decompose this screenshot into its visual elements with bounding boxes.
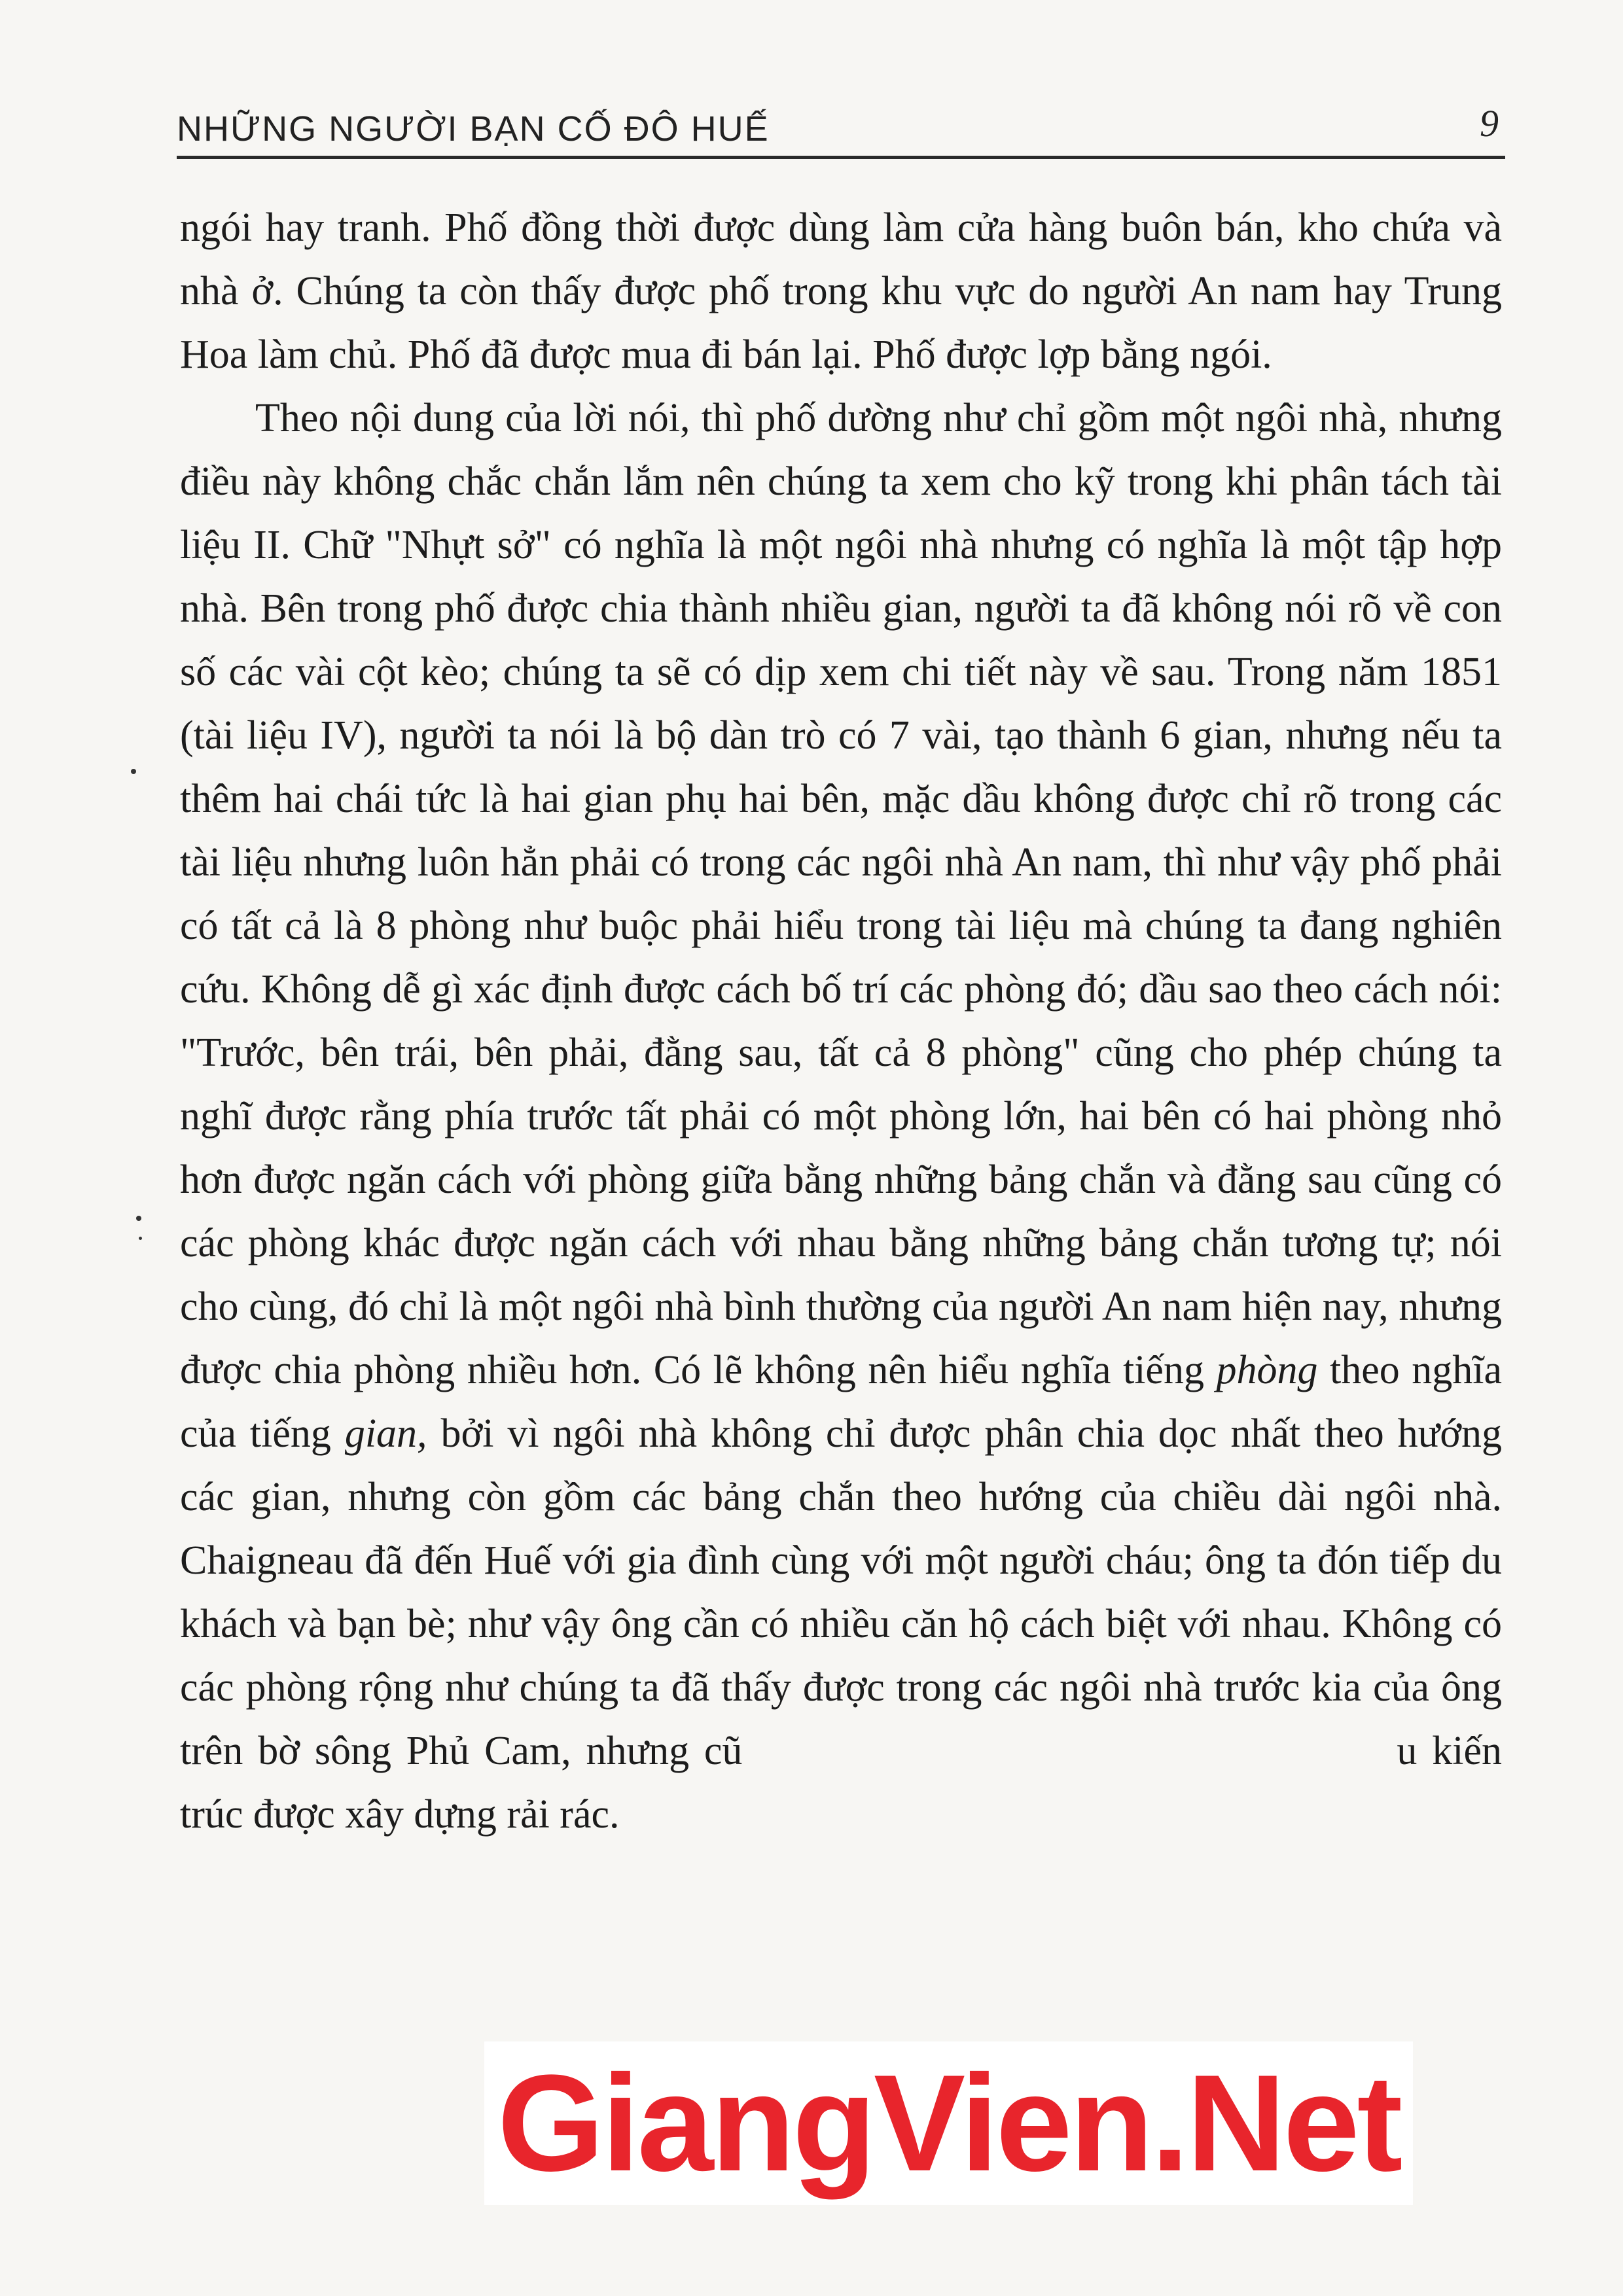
paragraph-2 [180,387,1502,1846]
page-number: 9 [1480,102,1499,145]
header-rule [177,156,1505,159]
margin-mark [131,769,136,774]
paragraph-2-text-1: Theo nội dung của lời nói, thì phố dường như chỉ gồm một ngôi nhà, nhưng điều này không chắc chắn lắm nên chúng ta xem cho kỹ trong khi phân tách tài liệu II. Chữ "Nhựt sở" có nghĩa là một ngôi nhà nhưng có nghĩa là một tập hợp nhà. Bên trong phố được chia thành nhiều gian, người ta đã không nói rõ về con số các vài cột kèo; chúng ta sẽ có dịp xem chi tiết này về sau. Trong năm 1851 (tài liệu IV), người ta nói là bộ dàn trò có 7 vài, tạo thành 6 gian, nhưng nếu ta thêm hai chái tức là hai gian phụ hai bên, mặc dầu không được chỉ rõ trong các tài liệu nhưng luôn hẳn phải có trong các ngôi nhà An nam, thì như vậy phố phải có tất cả là 8 phòng như buộc phải hiểu trong tài liệu mà chúng ta đang nghiên cứu. Không dễ gì xác định được cách bố trí các phòng đó; dầu sao theo cách nói: "Trước, bên trái, bên phải, đằng sau, tất cả 8 phòng" cũng cho phép chúng ta nghĩ được rằng phía trước tất phải có một phòng lớn, hai bên có hai phòng nhỏ hơn được ngăn cách với phòng giữa bằng những bảng chắn và đằng sau cũng có các phòng khác được ngăn cách với nhau bằng những bảng chắn tương tự; nói cho cùng, đó chỉ là một ngôi nhà bình thường của người An nam hiện nay, nhưng được chia phòng nhiều hơn. Có lẽ không nên hiểu nghĩa tiếng [180,396,1502,1392]
margin-mark [136,1216,141,1221]
emphasis-phong: phòng [1216,1348,1318,1392]
paragraph-1: ngói hay tranh. Phố đồng thời được dùng làm cửa hàng buôn bán, kho chứa và nhà ở. Chúng ta còn thấy được phố trong khu vực do người An nam hay Trung Hoa làm chủ. Phố đã được mua đi bán lại. Phố được lợp bằng ngói. [180,205,1502,377]
paragraph-2-text-4: u kiến trúc được xây dựng rải rác. [180,1729,1502,1837]
paragraph-2-text-3: bởi vì ngôi nhà không chỉ được phân chia dọc nhất theo hướng các gian, nhưng còn gồm các bảng chắn theo hướng của chiều dài ngôi nhà. Chaigneau đã đến Huế với gia đình cùng với một người cháu; ông ta đón tiếp du khách và bạn bè; như vậy ông cần có nhiều căn hộ cách biệt với nhau. Không có các phòng rộng như chúng ta đã thấy được trong các ngôi nhà trước kia của ông trên bờ sông Phủ Cam, nhưng cũ [180,1411,1503,1773]
body-text [180,196,1502,1846]
watermark: GiangVien.Net [484,2041,1413,2205]
running-title: NHỮNG NGƯỜI BẠN CỐ ĐÔ HUẾ [177,109,770,149]
page-header [177,98,1505,157]
emphasis-gian: gian, [344,1411,427,1456]
paragraph-2-text-2: theo nghĩa của tiếng [180,1348,1502,1456]
margin-mark [139,1237,142,1240]
